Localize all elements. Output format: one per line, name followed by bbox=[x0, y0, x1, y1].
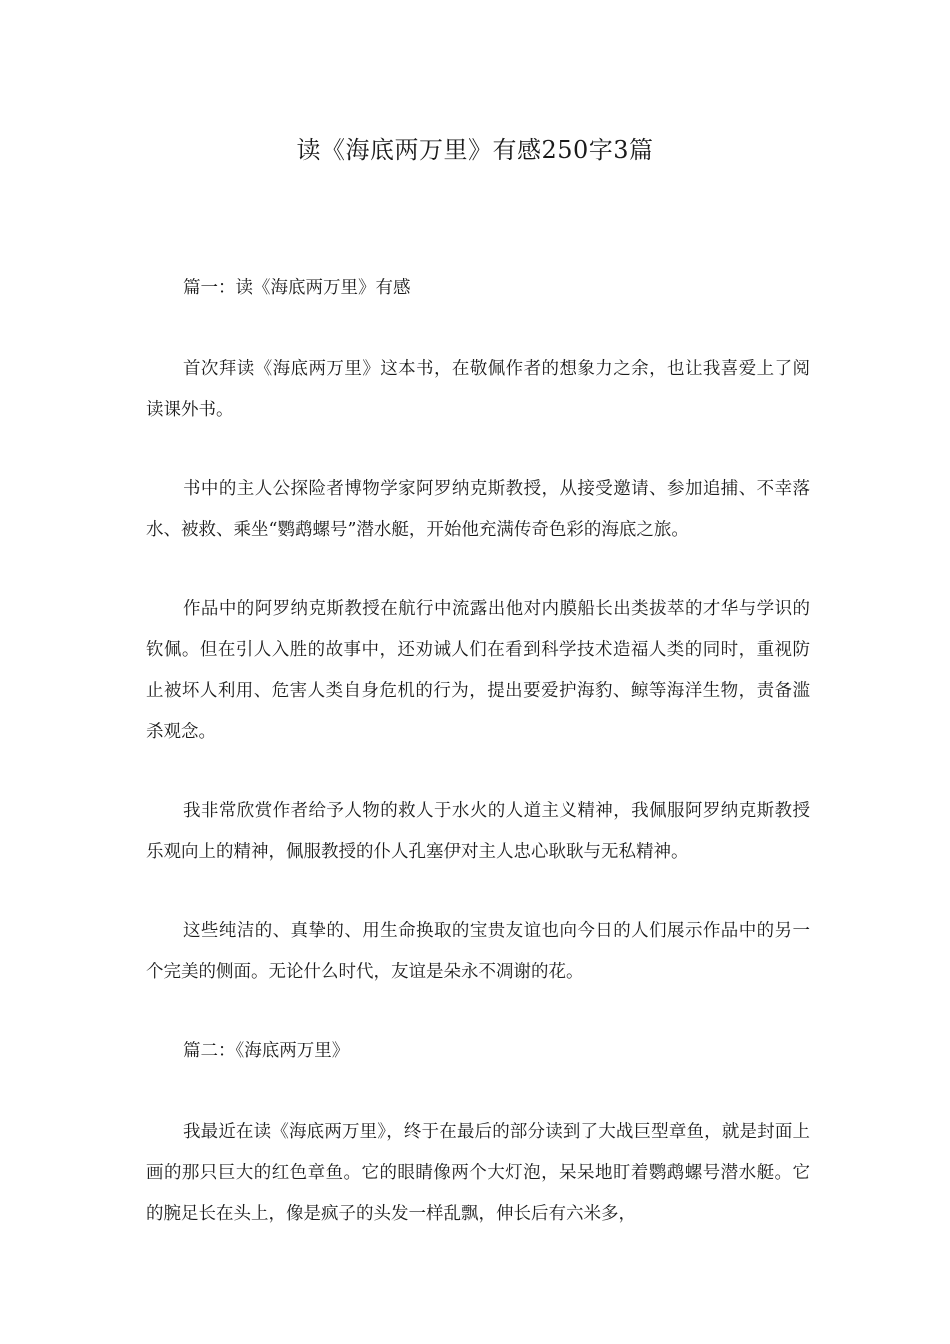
document-title: 读《海底两万里》有感250字3篇 bbox=[296, 136, 654, 164]
paragraph: 作品中的阿罗纳克斯教授在航行中流露出他对内膜船长出类拔萃的才华与学识的钦佩。但在引人入胜的故事中，还劝诫人们在看到科学技术造福人类的同时，重视防止被坏人利用、危害人类自身危机的行为，提出要爱护海豹、鲸等海洋生物，责备滥杀观念。 bbox=[146, 599, 810, 742]
paragraph: 首次拜读《海底两万里》这本书，在敬佩作者的想象力之余，也让我喜爱上了阅读课外书。 bbox=[146, 359, 810, 420]
paragraph: 书中的主人公探险者博物学家阿罗纳克斯教授，从接受邀请、参加追捕、不幸落水、被救、乘坐“鹦鹉螺号”潜水艇，开始他充满传奇色彩的海底之旅。 bbox=[146, 479, 810, 540]
paragraph: 我非常欣赏作者给予人物的救人于水火的人道主义精神，我佩服阿罗纳克斯教授乐观向上的精神，佩服教授的仆人孔塞伊对主人忠心耿耿与无私精神。 bbox=[146, 801, 810, 862]
paragraph: 这些纯洁的、真挚的、用生命换取的宝贵友谊也向今日的人们展示作品中的另一个完美的侧面。无论什么时代，友谊是朵永不凋谢的花。 bbox=[146, 921, 810, 982]
document-body bbox=[146, 268, 810, 1273]
section-heading-2: 篇二：《海底两万里》 bbox=[183, 1041, 350, 1061]
section-heading-1: 篇一：读《海底两万里》有感 bbox=[183, 278, 411, 298]
paragraph: 我最近在读《海底两万里》，终于在最后的部分读到了大战巨型章鱼，就是封面上画的那只巨大的红色章鱼。它的眼睛像两个大灯泡，呆呆地盯着鹦鹉螺号潜水艇。它的腕足长在头上，像是疯子的头发一样乱飘，伸长后有六米多， bbox=[146, 1122, 810, 1224]
